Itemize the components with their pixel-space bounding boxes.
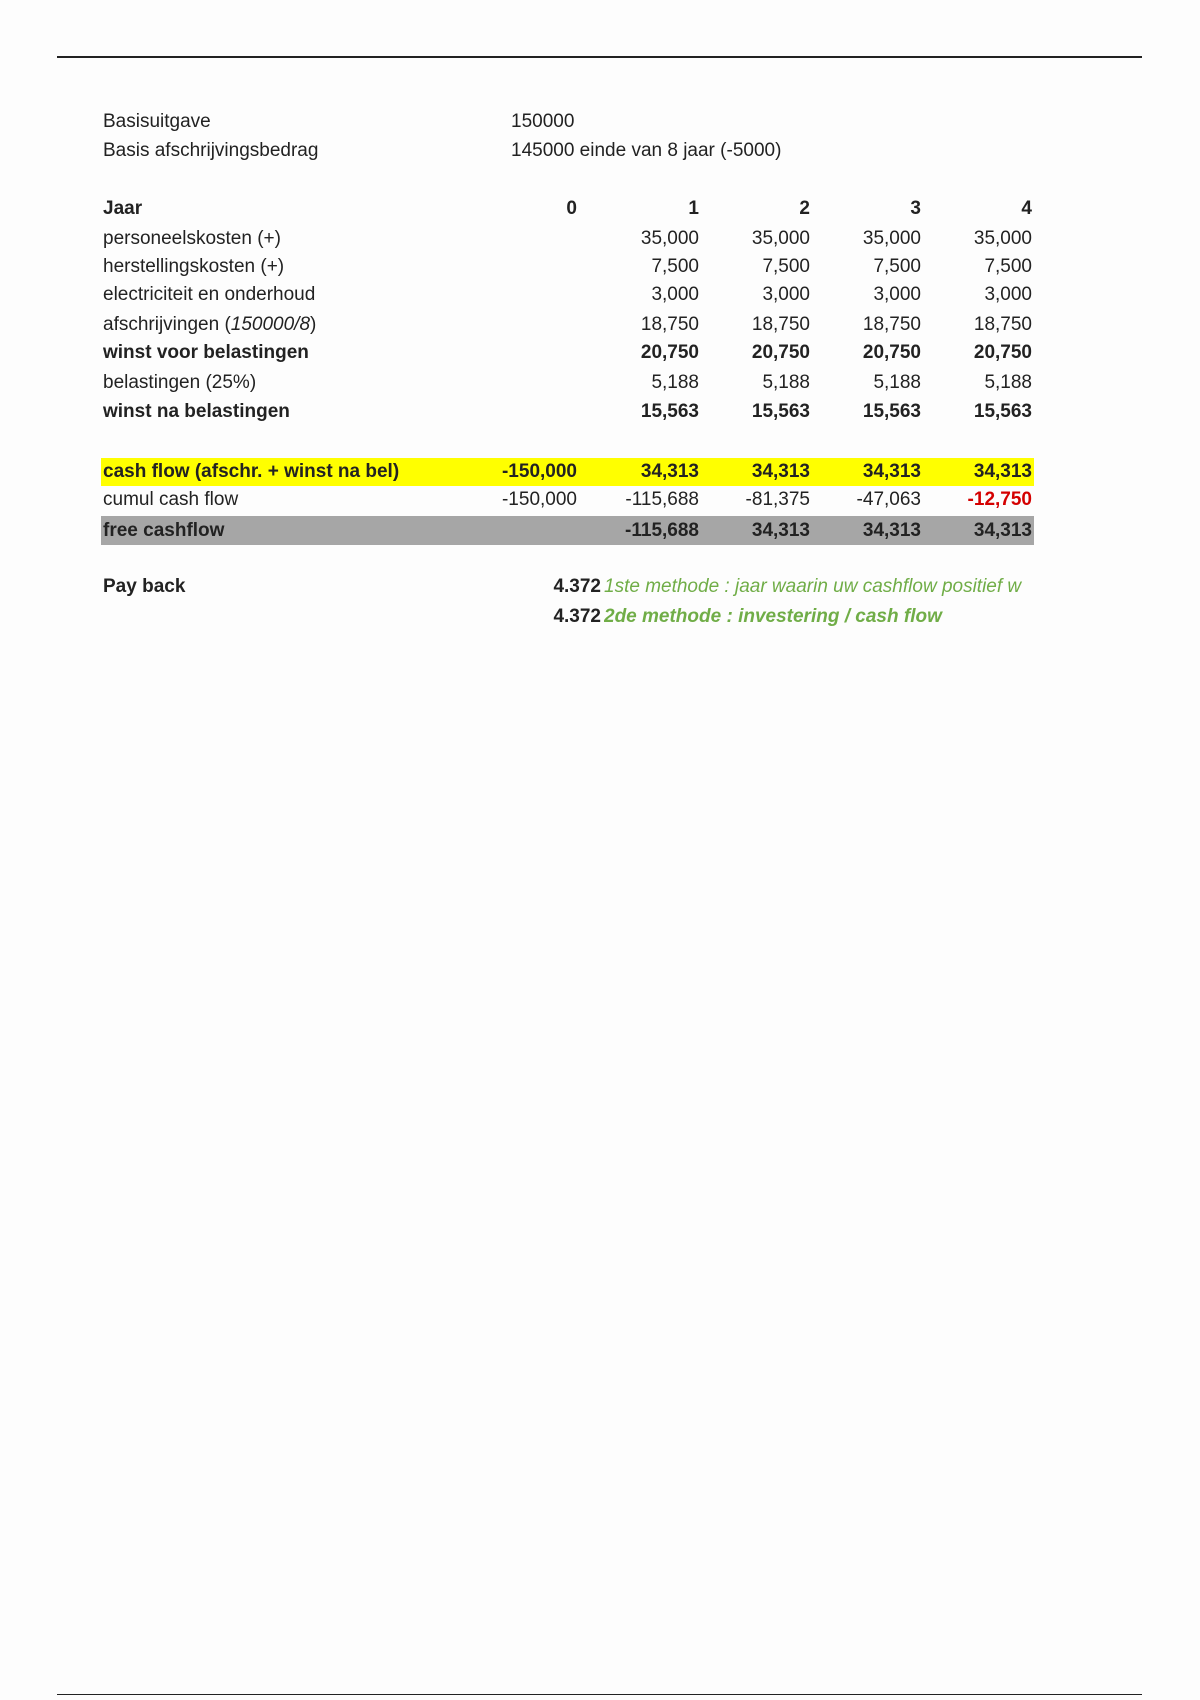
basis-label: Basisuitgave	[103, 111, 211, 132]
cell: 20,750	[973, 342, 1032, 363]
cell: 35,000	[973, 228, 1032, 249]
cell: 5,188	[984, 372, 1032, 393]
header-year-0: 0	[566, 198, 577, 219]
cell: 3,000	[873, 284, 921, 305]
header-year-3: 3	[910, 198, 921, 219]
cell: -47,063	[856, 489, 921, 510]
basis-value: 150000	[511, 111, 575, 132]
cell: 15,563	[973, 401, 1032, 422]
cell: 34,313	[862, 520, 921, 541]
table-row-electriciteit	[101, 282, 1034, 308]
row-label: winst na belastingen	[103, 401, 290, 422]
cell: -81,375	[745, 489, 810, 510]
cell: 20,750	[862, 342, 921, 363]
cell: 15,563	[862, 401, 921, 422]
row-label-end: )	[310, 314, 317, 335]
cell: 5,188	[762, 372, 810, 393]
table-row-cumul-cash-flow	[101, 487, 1034, 513]
cell: 20,750	[640, 342, 699, 363]
row-label: herstellingskosten (+)	[103, 256, 285, 277]
afschr-value: 145000 einde van 8 jaar (-5000)	[511, 140, 782, 161]
info-row-afschrijving	[101, 138, 1034, 164]
cell: -115,688	[625, 489, 699, 510]
cell: 3,000	[984, 284, 1032, 305]
row-label	[103, 312, 316, 338]
payback-note-1: 1ste methode : jaar waarin uw cashflow positief w	[604, 576, 1022, 597]
header-year-4: 4	[1021, 198, 1032, 219]
cell: 7,500	[651, 256, 699, 277]
cell: -115,688	[625, 520, 699, 541]
cell: 5,188	[873, 372, 921, 393]
payback-note-2: 2de methode : investering / cash flow	[604, 606, 942, 627]
table-row-afschrijvingen	[101, 312, 1034, 338]
payback-value-1: 4.372	[553, 576, 601, 597]
row-label-formula: 150000/8	[230, 314, 311, 335]
bottom-border-line	[57, 1694, 1142, 1695]
cell: 34,313	[751, 520, 810, 541]
cell: -150,000	[501, 489, 577, 510]
cell: 35,000	[640, 228, 699, 249]
header-jaar: Jaar	[103, 198, 143, 219]
table-row-winst-voor-belastingen	[101, 340, 1034, 366]
cell: 20,750	[751, 342, 810, 363]
row-label: personeelskosten (+)	[103, 228, 281, 249]
table-row-winst-na-belastingen	[101, 399, 1034, 425]
row-label-start: afschrijvingen (	[103, 314, 231, 335]
cell: 34,313	[862, 461, 921, 482]
payback-row-1	[101, 574, 1034, 600]
cell: 18,750	[862, 314, 921, 335]
cell: 5,188	[651, 372, 699, 393]
header-year-1: 1	[688, 198, 699, 219]
row-label: winst voor belastingen	[103, 342, 309, 363]
info-row-basisuitgave	[101, 109, 1034, 135]
cell: 3,000	[762, 284, 810, 305]
cell: 34,313	[973, 520, 1032, 541]
cell: 18,750	[973, 314, 1032, 335]
table-row-herstellingskosten	[101, 254, 1034, 280]
cell: 7,500	[873, 256, 921, 277]
cell-negative: -12,750	[967, 489, 1032, 510]
table-row-free-cashflow	[101, 516, 1034, 545]
cell: 35,000	[862, 228, 921, 249]
table-row-cash-flow	[101, 458, 1034, 486]
cell: 3,000	[651, 284, 699, 305]
cell: 18,750	[640, 314, 699, 335]
cell: -150,000	[501, 461, 577, 482]
header-year-2: 2	[799, 198, 810, 219]
top-border-line	[57, 56, 1142, 58]
payback-row-2	[101, 604, 1034, 630]
cell: 7,500	[984, 256, 1032, 277]
cell: 34,313	[751, 461, 810, 482]
payback-value-2: 4.372	[553, 606, 601, 627]
cell: 7,500	[762, 256, 810, 277]
cell: 18,750	[751, 314, 810, 335]
table-row-belastingen	[101, 370, 1034, 396]
row-label: cash flow (afschr. + winst na bel)	[103, 461, 400, 482]
cell: 15,563	[751, 401, 810, 422]
row-label: electriciteit en onderhoud	[103, 284, 316, 305]
afschr-label: Basis afschrijvingsbedrag	[103, 140, 319, 161]
row-label: cumul cash flow	[103, 489, 239, 510]
cell: 34,313	[973, 461, 1032, 482]
table-header-row	[101, 196, 1034, 222]
payback-label: Pay back	[103, 576, 186, 597]
table-row-personeelskosten	[101, 226, 1034, 252]
row-label: free cashflow	[103, 520, 225, 541]
row-label: belastingen (25%)	[103, 372, 257, 393]
cell: 35,000	[751, 228, 810, 249]
cell: 15,563	[640, 401, 699, 422]
cell: 34,313	[640, 461, 699, 482]
